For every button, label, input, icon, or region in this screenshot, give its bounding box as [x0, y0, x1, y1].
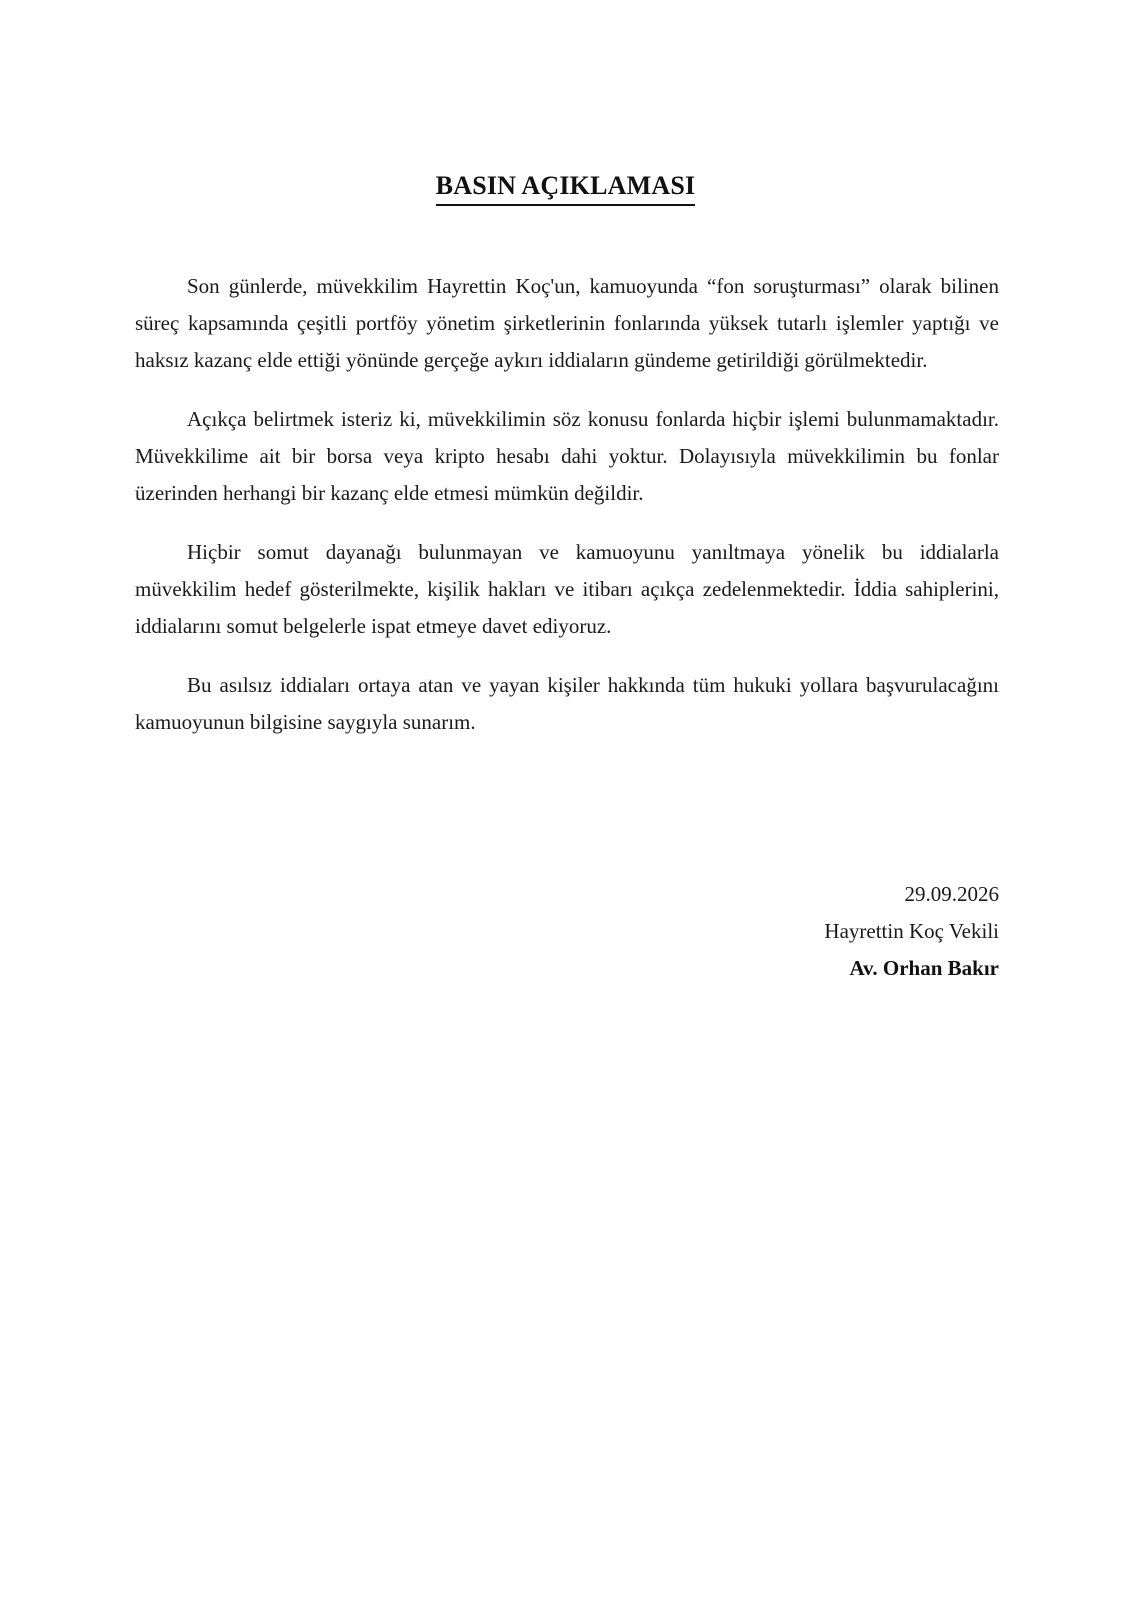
- signature-name: Av. Orhan Bakır: [849, 956, 999, 980]
- body-paragraph-2: Açıkça belirtmek isteriz ki, müvekkilimin söz konusu fonlarda hiçbir işlemi bulunmamaktadır. Müvekkilime ait bir borsa veya kripto hesabı dahi yoktur. Dolayısıyla müvekkilimin bu fonlar üzerinden herhangi bir kazanç elde etmesi mümkün değildir.: [135, 407, 999, 505]
- title-block: [0, 170, 1131, 206]
- signature-date: 29.09.2026: [904, 882, 999, 906]
- signature-block: [599, 876, 999, 987]
- body-paragraph-1: Son günlerde, müvekkilim Hayrettin Koç'un, kamuoyunda “fon soruşturması” olarak bilinen süreç kapsamında çeşitli portföy yönetim şirketlerinin fonlarında yüksek tutarlı işlemler yaptığı ve haksız kazanç elde ettiği yönünde gerçeğe aykırı iddiaların gündeme getirildiği görülmektedir.: [135, 274, 999, 372]
- document-body: [135, 268, 999, 763]
- signature-role: Hayrettin Koç Vekili: [824, 919, 999, 943]
- body-paragraph-3: Hiçbir somut dayanağı bulunmayan ve kamuoyunu yanıltmaya yönelik bu iddialarla müvekkilim hedef gösterilmekte, kişilik hakları ve itibarı açıkça zedelenmektedir. İddia sahiplerini, iddialarını somut belgelerle ispat etmeye davet ediyoruz.: [135, 540, 999, 638]
- body-paragraph-4: Bu asılsız iddiaları ortaya atan ve yayan kişiler hakkında tüm hukuki yollara başvurulacağını kamuoyunun bilgisine saygıyla sunarım.: [135, 673, 999, 734]
- document-title: BASIN AÇIKLAMASI: [436, 170, 696, 206]
